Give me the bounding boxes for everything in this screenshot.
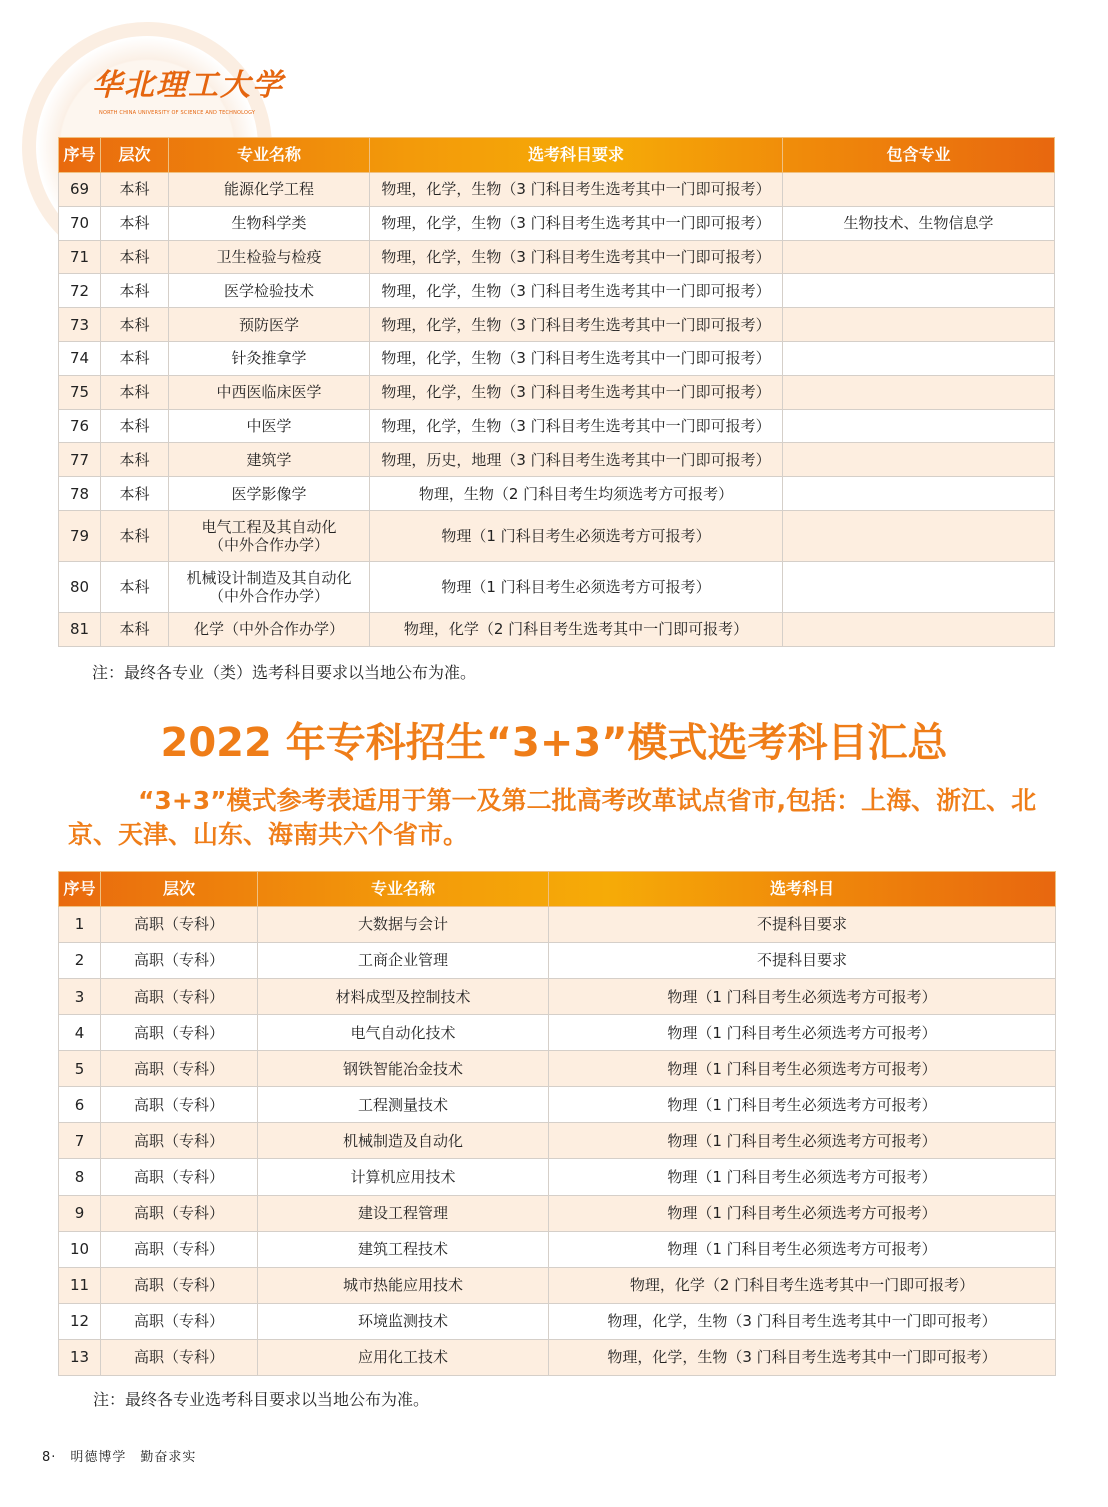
column-header: 序号: [59, 138, 101, 173]
table-row: [59, 1339, 1056, 1375]
page-number: 8·: [42, 1449, 57, 1465]
table-cell: 物理（1 门科目考生必须选考方可报考）: [370, 510, 783, 561]
table-cell: [783, 612, 1055, 646]
table-cell: [783, 173, 1055, 207]
motto-2: 勤奋求实: [140, 1449, 197, 1465]
table-cell: 物理（1 门科目考生必须选考方可报考）: [549, 1195, 1056, 1231]
table-row: [59, 1303, 1056, 1339]
table-row: [59, 443, 1055, 477]
table-row: [59, 1051, 1056, 1087]
table-cell: 不提科目要求: [549, 942, 1056, 978]
table-row: [59, 341, 1055, 375]
page-footer: [0, 1449, 1108, 1497]
table-row: [59, 1231, 1056, 1267]
table-cell: 物理（1 门科目考生必须选考方可报考）: [549, 1015, 1056, 1051]
table-cell: 物理（1 门科目考生必须选考方可报考）: [549, 1231, 1056, 1267]
table-cell: 物理（1 门科目考生必须选考方可报考）: [549, 1051, 1056, 1087]
table-cell: 8: [59, 1159, 101, 1195]
table-cell: 本科: [101, 240, 169, 274]
table-cell: 高职（专科）: [101, 1195, 258, 1231]
table-cell: 高职（专科）: [101, 1339, 258, 1375]
table-cell: 中西医临床医学: [169, 375, 370, 409]
table-cell: 80: [59, 561, 101, 612]
table-cell: 生物技术、生物信息学: [783, 206, 1055, 240]
table-cell: 高职（专科）: [101, 1303, 258, 1339]
table-cell: 77: [59, 443, 101, 477]
table-row: [59, 1087, 1056, 1123]
table-cell: 物理，化学，生物（3 门科目考生选考其中一门即可报考）: [370, 240, 783, 274]
vocational-subject-table: [58, 871, 1056, 1376]
table-cell: 79: [59, 510, 101, 561]
table-cell: 钢铁智能冶金技术: [258, 1051, 549, 1087]
table-cell: 建筑学: [169, 443, 370, 477]
table-row: [59, 942, 1056, 978]
section-title: 2022 年专科招生“3+3”模式选考科目汇总: [160, 719, 948, 766]
table-cell: 高职（专科）: [101, 1087, 258, 1123]
table-cell: 69: [59, 173, 101, 207]
table-row: [59, 1015, 1056, 1051]
table1-note: 注：最终各专业（类）选考科目要求以当地公布为准。: [92, 662, 477, 682]
table-cell: 高职（专科）: [101, 1267, 258, 1303]
table-row: [59, 274, 1055, 308]
table-cell: 物理（1 门科目考生必须选考方可报考）: [549, 1123, 1056, 1159]
table-cell: 70: [59, 206, 101, 240]
table-cell: 高职（专科）: [101, 978, 258, 1014]
table-cell: 物理（1 门科目考生必须选考方可报考）: [549, 1087, 1056, 1123]
table-cell: [783, 308, 1055, 342]
table-cell: 高职（专科）: [101, 906, 258, 942]
table-cell: [783, 240, 1055, 274]
column-header: 专业名称: [169, 138, 370, 173]
table-cell: [783, 561, 1055, 612]
table-cell: 材料成型及控制技术: [258, 978, 549, 1014]
table-cell: 建筑工程技术: [258, 1231, 549, 1267]
table-cell: 物理，化学，生物（3 门科目考生选考其中一门即可报考）: [370, 308, 783, 342]
table-row: [59, 173, 1055, 207]
table-row: [59, 477, 1055, 511]
table-cell: 物理，化学，生物（3 门科目考生选考其中一门即可报考）: [370, 341, 783, 375]
undergraduate-subject-table: [58, 137, 1055, 647]
motto-1: 明德博学: [70, 1449, 127, 1465]
table-cell: 75: [59, 375, 101, 409]
column-header: 选考科目: [549, 871, 1056, 906]
table-row: [59, 206, 1055, 240]
table-cell: 本科: [101, 375, 169, 409]
table-cell: 预防医学: [169, 308, 370, 342]
table-cell: 9: [59, 1195, 101, 1231]
table-cell: 应用化工技术: [258, 1339, 549, 1375]
table-row: [59, 612, 1055, 646]
table-cell: [783, 341, 1055, 375]
table-cell: 6: [59, 1087, 101, 1123]
table-cell: [783, 510, 1055, 561]
table-cell: 环境监测技术: [258, 1303, 549, 1339]
table-cell: 物理，化学，生物（3 门科目考生选考其中一门即可报考）: [370, 206, 783, 240]
table-cell: 物理（1 门科目考生必须选考方可报考）: [549, 978, 1056, 1014]
table-row: [59, 1267, 1056, 1303]
table-cell: 医学影像学: [169, 477, 370, 511]
table2-note: 注：最终各专业选考科目要求以当地公布为准。: [93, 1389, 430, 1409]
column-header: 包含专业: [783, 138, 1055, 173]
table-cell: 大数据与会计: [258, 906, 549, 942]
table-cell: 机械制造及自动化: [258, 1123, 549, 1159]
table-row: [59, 409, 1055, 443]
table-row: [59, 1159, 1056, 1195]
table-cell: 物理，历史，地理（3 门科目考生选考其中一门即可报考）: [370, 443, 783, 477]
table-cell: 本科: [101, 341, 169, 375]
table-cell: 物理，化学，生物（3 门科目考生选考其中一门即可报考）: [370, 375, 783, 409]
table-row: [59, 308, 1055, 342]
table-row: [59, 240, 1055, 274]
table-cell: 医学检验技术: [169, 274, 370, 308]
table-cell: 本科: [101, 409, 169, 443]
column-header: 序号: [59, 871, 101, 906]
table-cell: 工商企业管理: [258, 942, 549, 978]
table-cell: 72: [59, 274, 101, 308]
table-row: [59, 561, 1055, 612]
page-header: [0, 0, 1108, 137]
table-cell: 针灸推拿学: [169, 341, 370, 375]
table-cell: 11: [59, 1267, 101, 1303]
column-header: 选考科目要求: [370, 138, 783, 173]
table-cell: [783, 443, 1055, 477]
table-row: [59, 1123, 1056, 1159]
column-header: 层次: [101, 871, 258, 906]
table-cell: 1: [59, 906, 101, 942]
table-cell: 建设工程管理: [258, 1195, 549, 1231]
table-cell: 高职（专科）: [101, 1123, 258, 1159]
table-cell: 物理，生物（2 门科目考生均须选考方可报考）: [370, 477, 783, 511]
table-row: [59, 906, 1056, 942]
table-cell: 城市热能应用技术: [258, 1267, 549, 1303]
table-cell: 物理，化学，生物（3 门科目考生选考其中一门即可报考）: [370, 409, 783, 443]
table-cell: 物理，化学，生物（3 门科目考生选考其中一门即可报考）: [370, 173, 783, 207]
table-cell: 71: [59, 240, 101, 274]
table-cell: 电气工程及其自动化 （中外合作办学）: [169, 510, 370, 561]
table-cell: 本科: [101, 173, 169, 207]
table-cell: 本科: [101, 443, 169, 477]
table-cell: 物理，化学，生物（3 门科目考生选考其中一门即可报考）: [370, 274, 783, 308]
table-cell: 物理（1 门科目考生必须选考方可报考）: [549, 1159, 1056, 1195]
table-cell: 13: [59, 1339, 101, 1375]
table-cell: 不提科目要求: [549, 906, 1056, 942]
table-cell: 物理，化学（2 门科目考生选考其中一门即可报考）: [549, 1267, 1056, 1303]
table-cell: 卫生检验与检疫: [169, 240, 370, 274]
table-cell: 76: [59, 409, 101, 443]
table-cell: 73: [59, 308, 101, 342]
table-cell: 4: [59, 1015, 101, 1051]
table-row: [59, 375, 1055, 409]
university-logo-english: NORTH CHINA UNIVERSITY OF SCIENCE AND TECHNOLOGY: [99, 110, 256, 116]
table-cell: 中医学: [169, 409, 370, 443]
section-subtitle: “3+3”模式参考表适用于第一及第二批高考改革试点省市,包括：上海、浙江、北京、天津、山东、海南共六个省市。: [68, 785, 1037, 849]
column-header: 专业名称: [258, 871, 549, 906]
table-cell: 生物科学类: [169, 206, 370, 240]
table-cell: 计算机应用技术: [258, 1159, 549, 1195]
table-cell: 高职（专科）: [101, 1159, 258, 1195]
table-cell: 2: [59, 942, 101, 978]
table-cell: [783, 375, 1055, 409]
table-cell: 物理，化学，生物（3 门科目考生选考其中一门即可报考）: [549, 1303, 1056, 1339]
table-cell: 工程测量技术: [258, 1087, 549, 1123]
table-cell: [783, 477, 1055, 511]
table-cell: 物理（1 门科目考生必须选考方可报考）: [370, 561, 783, 612]
table-cell: 物理，化学（2 门科目考生选考其中一门即可报考）: [370, 612, 783, 646]
table-cell: 78: [59, 477, 101, 511]
table-cell: 5: [59, 1051, 101, 1087]
table-cell: 物理，化学，生物（3 门科目考生选考其中一门即可报考）: [549, 1339, 1056, 1375]
table-cell: 本科: [101, 206, 169, 240]
table-row: [59, 510, 1055, 561]
table-cell: 3: [59, 978, 101, 1014]
table-cell: 本科: [101, 308, 169, 342]
table-cell: 高职（专科）: [101, 1231, 258, 1267]
table-row: [59, 1195, 1056, 1231]
table-cell: 81: [59, 612, 101, 646]
table-row: [59, 978, 1056, 1014]
table-cell: 能源化学工程: [169, 173, 370, 207]
table-cell: 高职（专科）: [101, 1015, 258, 1051]
table-cell: 本科: [101, 561, 169, 612]
column-header: 层次: [101, 138, 169, 173]
table-cell: 本科: [101, 274, 169, 308]
university-logo: 华北理工大学: [92, 68, 284, 103]
table-cell: [783, 409, 1055, 443]
table-cell: 本科: [101, 510, 169, 561]
table-cell: 机械设计制造及其自动化 （中外合作办学）: [169, 561, 370, 612]
table-cell: 本科: [101, 477, 169, 511]
table-cell: 电气自动化技术: [258, 1015, 549, 1051]
table-cell: [783, 274, 1055, 308]
table-cell: 本科: [101, 612, 169, 646]
table-cell: 高职（专科）: [101, 942, 258, 978]
table-cell: 7: [59, 1123, 101, 1159]
table-cell: 10: [59, 1231, 101, 1267]
table-cell: 74: [59, 341, 101, 375]
table-cell: 化学（中外合作办学）: [169, 612, 370, 646]
table-cell: 12: [59, 1303, 101, 1339]
table-cell: 高职（专科）: [101, 1051, 258, 1087]
